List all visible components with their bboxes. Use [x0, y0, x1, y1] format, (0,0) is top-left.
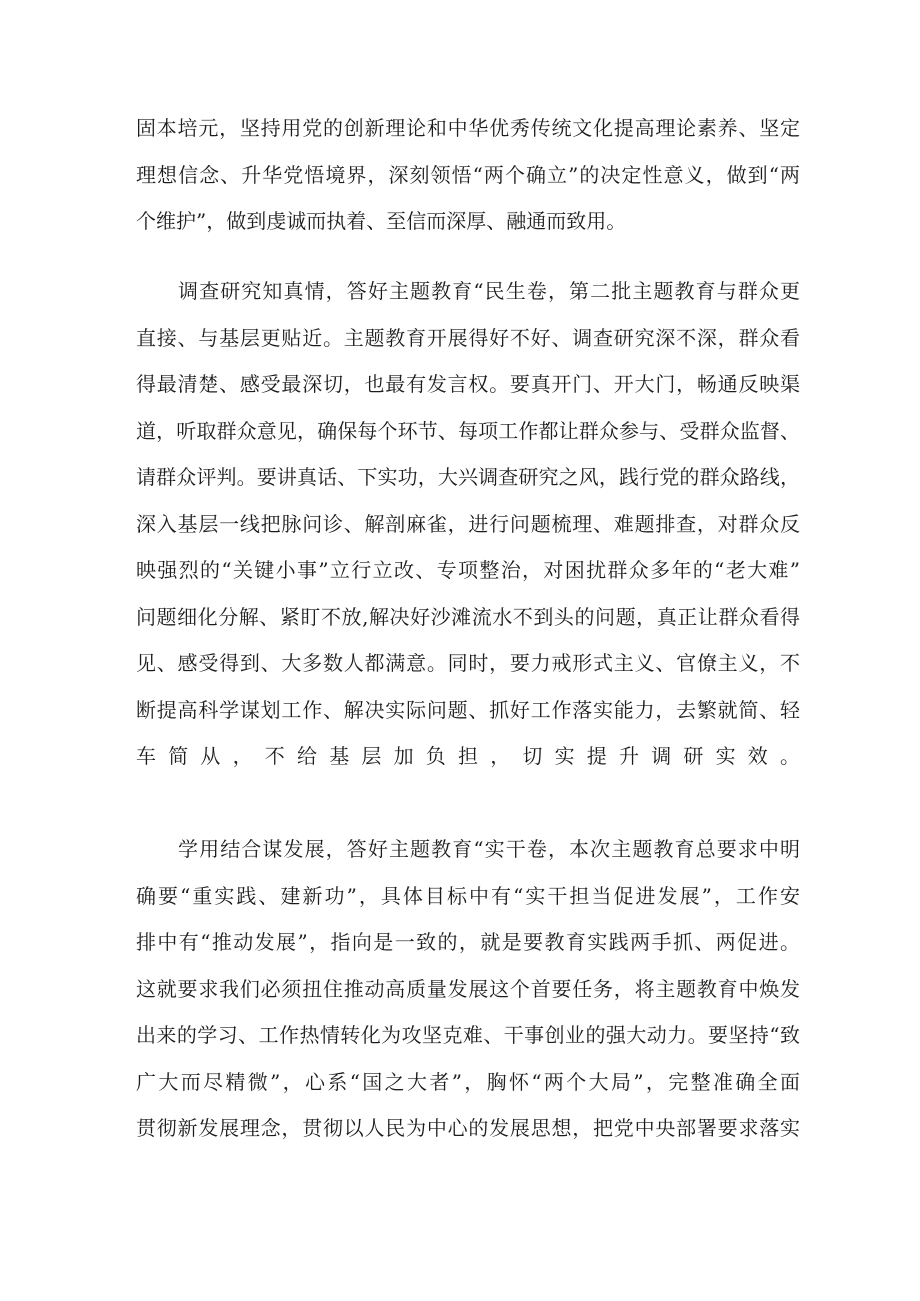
text-line: 得最清楚、感受最深切，也最有发言权。要真开门、开大门，畅通反映渠 [136, 372, 800, 396]
text-line: 问题细化分解、紧盯不放,解决好沙滩流水不到头的问题，真正让群众看得 [136, 604, 800, 629]
text-line: 车简从，不给基层加负担，切实提升调研实效。 [136, 744, 800, 768]
text-line: 广大而尽精微”，心系“国之大者”，胸怀“两个大局”，完整准确全面 [136, 1069, 800, 1094]
text-line: 贯彻新发展理念，贯彻以人民为中心的发展思想，把党中央部署要求落实 [136, 1116, 800, 1140]
text-line: 映强烈的“关键小事”立行立改、专项整治，对困扰群众多年的“老大难” [136, 558, 800, 582]
text-line: 确要“重实践、建新功”，具体目标中有“实干担当促进发展”，工作安 [136, 883, 800, 908]
text-line: 道，听取群众意见，确保每个环节、每项工作都让群众参与、受群众监督、 [136, 418, 800, 443]
paragraph-theory [136, 105, 800, 245]
text-line: 学用结合谋发展，答好主题教育“实干卷，本次主题教育总要求中明 [178, 837, 800, 861]
text-line: 排中有“推动发展”，指向是一致的，就是要教育实践两手抓、两促进。 [136, 930, 800, 954]
text-line: 见、感受得到、大多数人都满意。同时，要力戒形式主义、官僚主义，不 [136, 651, 800, 675]
text-line: 深入基层一线把脉问诊、解剖麻雀，进行问题梳理、难题排查，对群众反 [136, 511, 800, 536]
text-line: 请群众评判。要讲真话、下实功，大兴调查研究之风，践行党的群众路线， [136, 465, 800, 489]
text-line: 个维护”，做到虔诚而执着、至信而深厚、融通而致用。 [136, 209, 627, 233]
text-line: 调查研究知真情，答好主题教育“民生卷，第二批主题教育与群众更 [178, 279, 800, 303]
text-line: 直接、与基层更贴近。主题教育开展得好不好、调查研究深不深，群众看 [136, 325, 800, 350]
paragraph-development [136, 826, 800, 1152]
text-line: 断提高科学谋划工作、解决实际问题、抓好工作落实能力，去繁就简、轻 [136, 697, 800, 722]
text-line: 理想信念、升华党悟境界，深刻领悟“两个确立”的决定性意义，做到“两 [136, 162, 800, 187]
text-line [136, 780, 800, 827]
text-line: 这就要求我们必须扭住推动高质量发展这个首要任务，将主题教育中焕发 [136, 976, 800, 1001]
paragraph-investigation [136, 268, 800, 826]
text-line: 固本培元，坚持用党的创新理论和中华优秀传统文化提高理论素养、坚定 [136, 116, 800, 140]
text-line: 出来的学习、工作热情转化为攻坚克难、干事创业的强大动力。要坚持“致 [136, 1023, 800, 1047]
